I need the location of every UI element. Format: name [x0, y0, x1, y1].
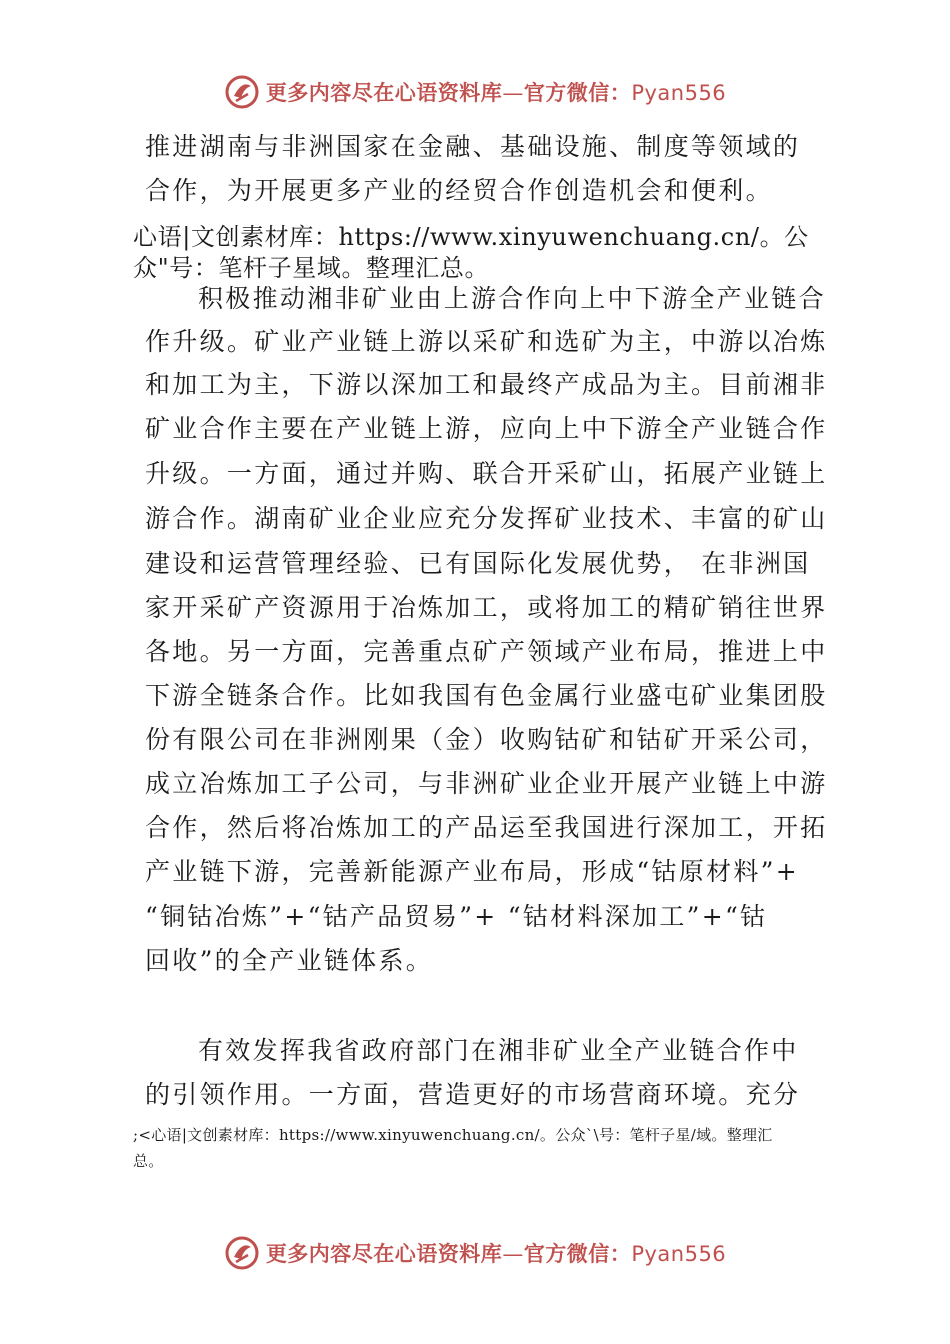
header-banner: [0, 70, 950, 114]
body-line: 升级。一方面，通过并购、联合开采矿山，拓展产业链上: [145, 459, 828, 488]
logo-icon: [224, 74, 260, 110]
body-line: 有效发挥我省政府部门在湘非矿业全产业链合作中: [198, 1036, 799, 1065]
footnote: ;<心语|文创素材库：https://www.xinyuwenchuang.cn/。公众`\号：笔杆子星/域。整理汇: [133, 1126, 773, 1144]
body-line: 各地。另一方面，完善重点矿产领域产业布局，推进上中: [145, 637, 828, 666]
body-line: 游合作。湖南矿业企业应充分发挥矿业技术、丰富的矿山: [145, 504, 828, 533]
body-line: 作升级。矿业产业链上游以采矿和选矿为主，中游以冶炼: [145, 327, 828, 356]
banner-text: 更多内容尽在心语资料库—官方微信：Pyan556: [265, 1242, 727, 1266]
body-line: “铜钴冶炼”+“钴产品贸易”+ “钴材料深加工”+“钴: [145, 902, 768, 931]
body-line: 的引领作用。一方面，营造更好的市场营商环境。充分: [145, 1080, 801, 1109]
watermark-note: 心语|文创素材库：https://www.xinyuwenchuang.cn/。公: [133, 223, 809, 251]
footer-banner: [0, 1231, 950, 1275]
body-line: 份有限公司在非洲刚果（金）收购钴矿和钴矿开采公司，: [145, 725, 828, 754]
body-line: 和加工为主，下游以深加工和最终产成品为主。目前湘非: [145, 370, 828, 399]
banner-text: 更多内容尽在心语资料库—官方微信：Pyan556: [265, 81, 727, 105]
body-line: 矿业合作主要在产业链上游，应向上中下游全产业链合作: [145, 414, 828, 443]
footnote: 总。: [133, 1152, 164, 1170]
body-line: 回收”的全产业链体系。: [145, 946, 434, 975]
body-line: 合作，为开展更多产业的经贸合作创造机会和便利。: [145, 176, 773, 205]
body-line: 下游全链条合作。比如我国有色金属行业盛屯矿业集团股: [145, 681, 828, 710]
body-line: 合作，然后将冶炼加工的产品运至我国进行深加工，开拓: [145, 813, 828, 842]
body-line: 积极推动湘非矿业由上游合作向上中下游全产业链合: [198, 284, 826, 313]
body-line: 产业链下游，完善新能源产业布局，形成“钴原材料”+: [145, 857, 800, 886]
logo-icon: [224, 1235, 260, 1271]
body-line: 成立冶炼加工子公司，与非洲矿业企业开展产业链上中游: [145, 769, 828, 798]
watermark-note: 众"号：笔杆子星域。整理汇总。: [133, 254, 490, 282]
body-line: 家开采矿产资源用于冶炼加工，或将加工的精矿销往世界: [145, 593, 828, 622]
body-line: 推进湖南与非洲国家在金融、基础设施、制度等领域的: [145, 132, 801, 161]
body-line: 建设和运营管理经验、已有国际化发展优势， 在非洲国: [145, 549, 811, 578]
